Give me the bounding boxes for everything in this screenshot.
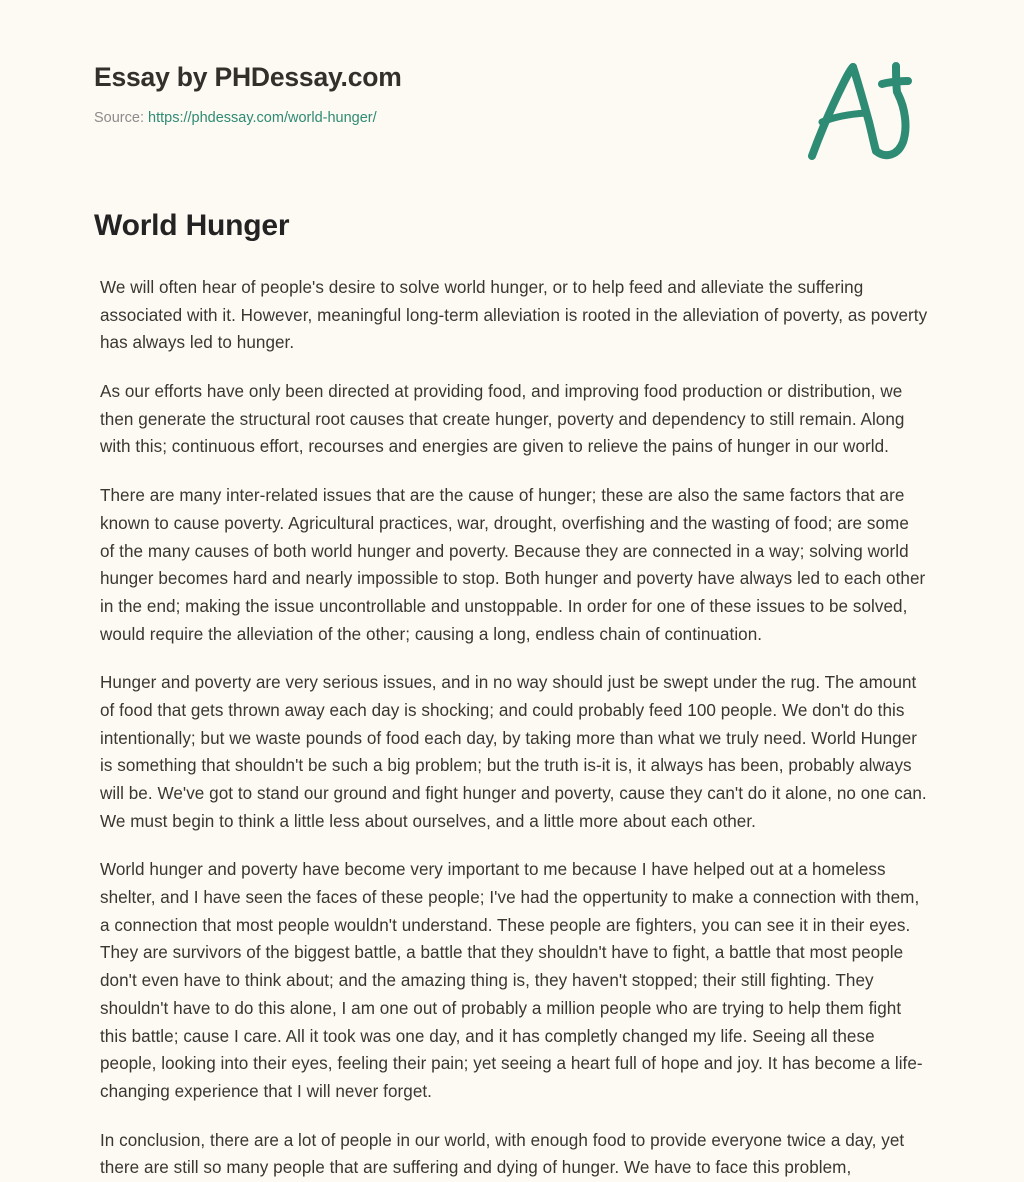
essay-container [64, 208, 960, 1182]
source-label: Source: [94, 109, 144, 126]
essay-paragraph: Hunger and poverty are very serious issues, and in no way should just be swept under the rug. The amount of food that gets thrown away each day is shocking; and could probably feed 100 people. We don't do this intentionally; but we waste pounds of food each day, by taking more than what we truly need. World Hunger is something that shouldn't be such a big problem; but the truth is-it is, it always has been, probably always will be. We've got to stand our ground and fight hunger and poverty, cause they can't do it alone, no one can. We must begin to think a little less about ourselves, and a little more about each other. [100, 673, 927, 831]
phdessay-logo [800, 56, 918, 166]
essay-paragraph: As our efforts have only been directed at providing food, and improving food production or distribution, we then generate the structural root causes that create hunger, poverty and dependency to still remain. Along with this; continuous effort, recourses and energies are given to relieve the pains of hunger in our world. [100, 382, 905, 457]
page-header [64, 0, 960, 126]
essay-paragraph: There are many inter-related issues that are the cause of hunger; these are also the same factors that are known to cause poverty. Agricultural practices, war, drought, overfishing and the wasting of food; are some of the many causes of both world hunger and poverty. Because they are connected in a way; solving world hunger becomes hard and nearly impossible to stop. Both hunger and poverty have always led to each other in the end; making the issue uncontrollable and unstoppable. In order for one of these issues to be solved, would require the alleviation of the other; causing a long, endless chain of continuation. [100, 486, 926, 644]
essay-paragraph: World hunger and poverty have become very important to me because I have helped out at a homeless shelter, and I have seen the faces of these people; I've had the oppertunity to make a connection with them, a connection that most people wouldn't understand. These people are fighters, you can see it in their eyes. They are survivors of the biggest battle, a battle that they shouldn't have to fight, a battle that most people don't even have to think about; and the amazing thing is, they haven't stopped; their still fighting. They shouldn't have to do this alone, I am one out of probably a million people who are trying to help them fight this battle; cause I care. All it took was one day, and it has completly changed my life. Seeing all these people, looking into their eyes, feeling their pain; yet seeing a heart full of hope and joy. It has become a life-changing experience that I will never forget. [100, 860, 923, 1101]
essay-body [94, 274, 930, 1182]
brand-block [94, 62, 402, 128]
a-plus-logo-icon [800, 56, 918, 166]
essay-paragraph: In conclusion, there are a lot of people in our world, with enough food to provide everyone twice a day, yet there are still so many people that are suffering and dying of hunger. We have to face this problem, [100, 1130, 905, 1178]
source-url-link[interactable]: https://phdessay.com/world-hunger/ [148, 109, 377, 126]
brand-title: Essay by PHDessay.com [94, 62, 402, 92]
essay-paragraph: We will often hear of people's desire to solve world hunger, or to help feed and alleviate the suffering associated with it. However, meaningful long-term alleviation is rooted in the alleviation of poverty, as poverty has always led to hunger. [100, 278, 928, 353]
essay-title: World Hunger [94, 209, 290, 242]
source-line [94, 108, 402, 128]
